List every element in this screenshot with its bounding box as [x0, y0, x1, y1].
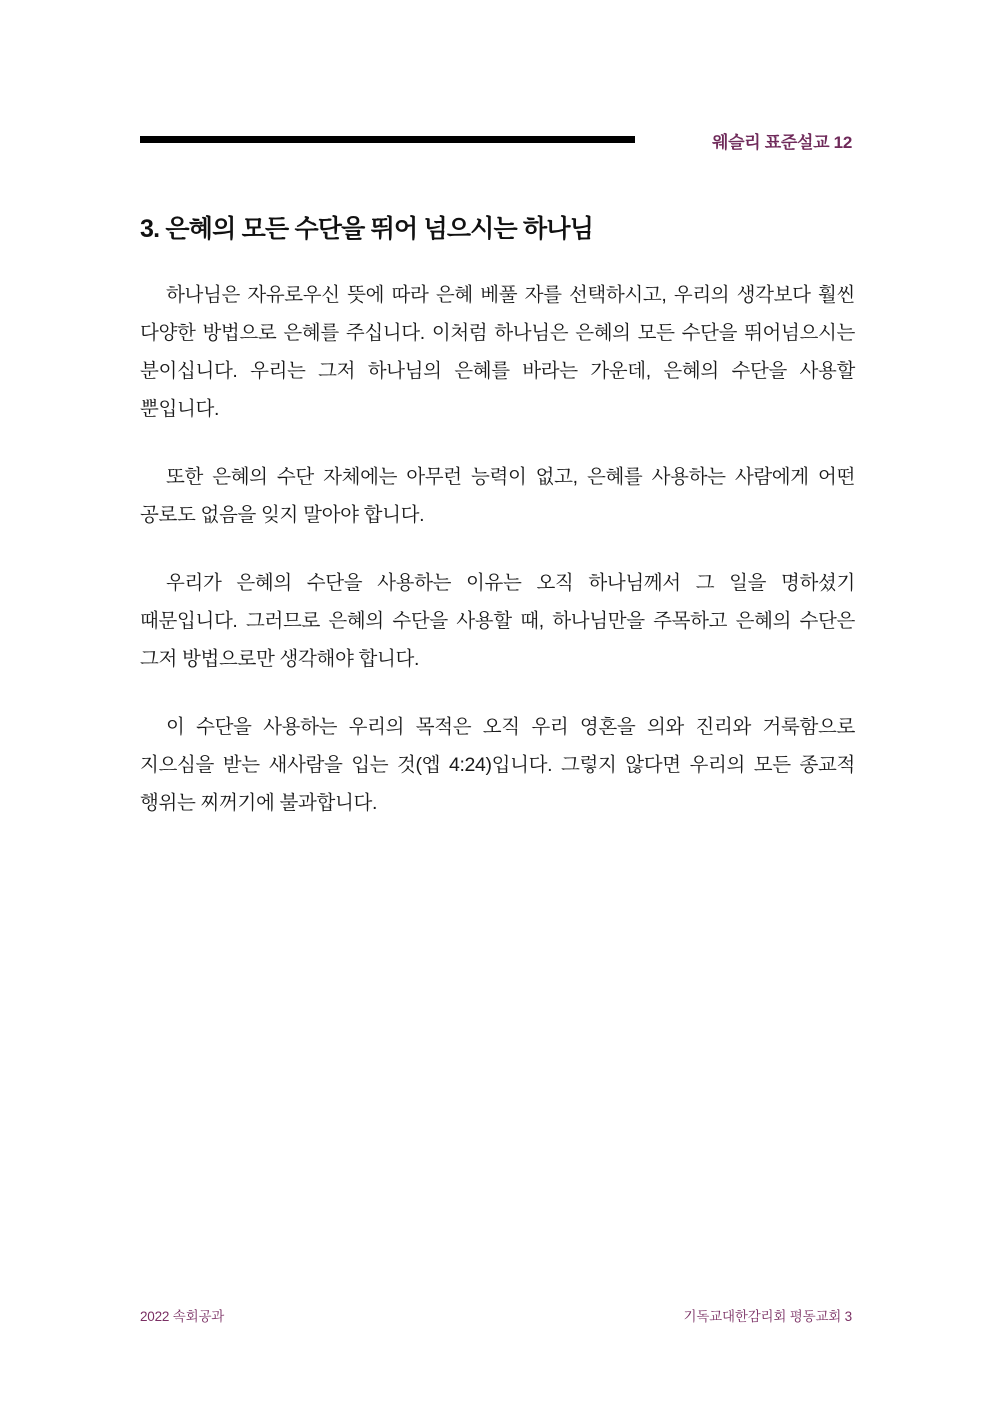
paragraph: 하나님은 자유로우신 뜻에 따라 은혜 베풀 자를 선택하시고, 우리의 생각보다 훨씬 다양한 방법으로 은혜를 주십니다. 이처럼 하나님은 은혜의 모든 수단을 뛰어넘으시는 분이십니다. 우리는 그저 하나님의 은혜를 바라는 가운데, 은혜의 수단을 사용할 뿐입니다. [140, 284, 855, 420]
page-header [140, 128, 852, 162]
footer-left-text: 2022 속회공과 [140, 1309, 225, 1324]
paragraph: 이 수단을 사용하는 우리의 목적은 오직 우리 영혼을 의와 진리와 거룩함으로 지으심을 받는 새사람을 입는 것(엡 4:24)입니다. 그렇지 않다면 우리의 모든 종교적 행위는 찌꺼기에 불과합니다. [140, 716, 855, 814]
header-rule-decoration [140, 136, 635, 143]
paragraph: 우리가 은혜의 수단을 사용하는 이유는 오직 하나님께서 그 일을 명하셨기 때문입니다. 그러므로 은혜의 수단을 사용할 때, 하나님만을 주목하고 은혜의 수단은 그저 방법으로만 생각해야 합니다. [140, 572, 855, 670]
header-series-label: 웨슬리 표준설교 12 [711, 133, 852, 152]
page-title: 3. 은혜의 모든 수단을 뛰어 넘으시는 하나님 [140, 214, 594, 243]
body-content [140, 276, 855, 822]
paragraph: 또한 은혜의 수단 자체에는 아무런 능력이 없고, 은혜를 사용하는 사람에게 어떤 공로도 없음을 잊지 말아야 합니다. [140, 466, 855, 526]
page-footer [140, 1305, 852, 1325]
footer-right-text: 기독교대한감리회 평동교회 3 [683, 1309, 852, 1324]
